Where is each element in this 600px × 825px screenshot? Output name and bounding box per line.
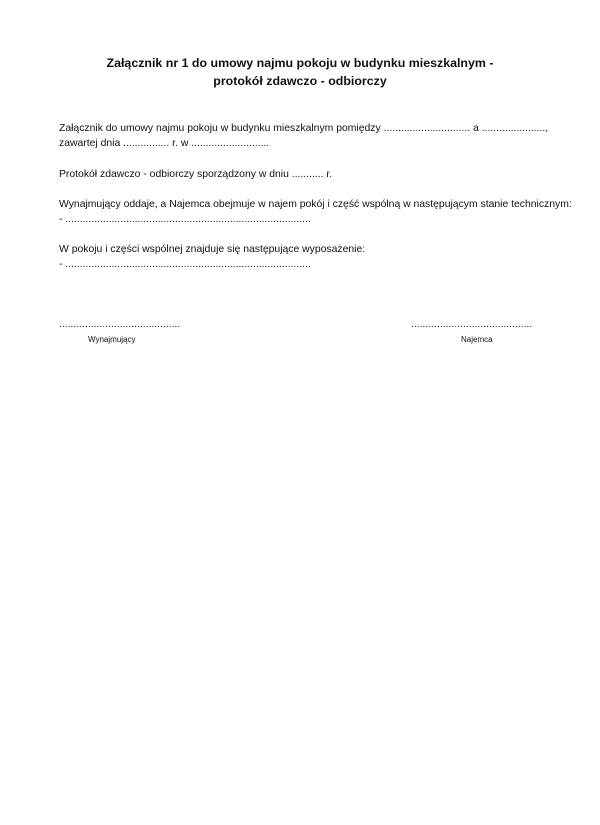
document-title xyxy=(0,54,600,90)
equipment-paragraph xyxy=(59,242,549,272)
equipment-line-2: - ..................................................................................... xyxy=(59,259,311,270)
title-line-2: protokół zdawczo - odbiorczy xyxy=(213,74,387,88)
technical-condition-line-2: - ..................................................................................... xyxy=(59,214,311,225)
protocol-date-paragraph xyxy=(59,167,549,182)
equipment-line-1: W pokoju i części wspólnej znajduje się następujące wyposażenie: xyxy=(59,244,366,255)
title-line-1: Załącznik nr 1 do umowy najmu pokoju w budynku mieszkalnym - xyxy=(106,56,494,70)
protocol-date-line: Protokół zdawczo - odbiorczy sporządzony w dniu ........... r. xyxy=(59,169,333,180)
parties-line-1: Załącznik do umowy najmu pokoju w budynku mieszkalnym pomiędzy .............................. a ......................, xyxy=(59,123,549,134)
parties-paragraph xyxy=(59,121,549,151)
parties-line-2: zawartej dnia ................ r. w ........................... xyxy=(59,138,270,149)
landlord-signature-line: .......................................... xyxy=(59,319,181,330)
tenant-signature-line: .......................................... xyxy=(411,319,533,330)
technical-condition-paragraph xyxy=(59,197,572,227)
landlord-signature-label: Wynajmujący xyxy=(88,335,136,344)
technical-condition-line-1: Wynajmujący oddaje, a Najemca obejmuje w najem pokój i część wspólną w następującym stanie technicznym: xyxy=(59,199,572,210)
tenant-signature-label: Najemca xyxy=(461,335,493,344)
